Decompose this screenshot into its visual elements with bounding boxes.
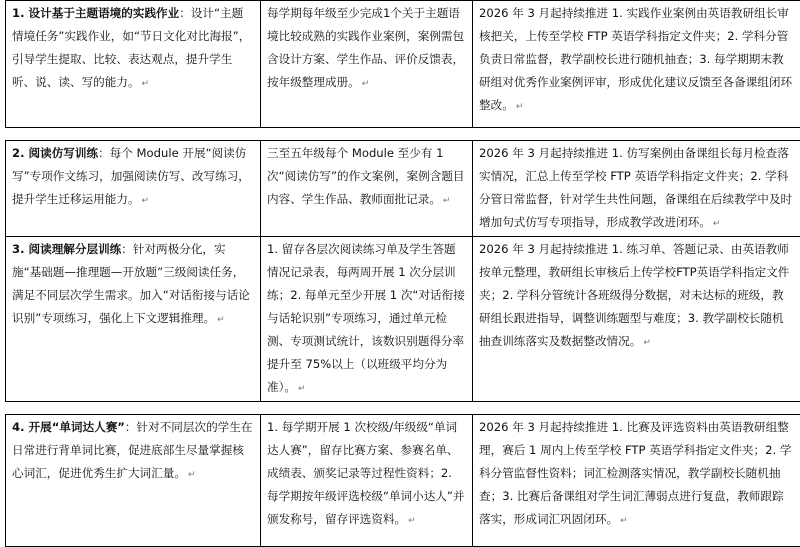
target-cell <box>261 1 473 128</box>
table-row <box>6 1 800 128</box>
target-text: 1. 留存各层次阅读练习单及学生答题情况记录表，每两周开展 1 次分层训练；2. 每单元至少开展 1 次“对话衔接与话轮识别”专项练习，通过单元检测、专项测试统计，该数识别题得分率提升至 75%以上（以班级平均分为准）。 <box>267 242 465 394</box>
table-row <box>6 237 800 402</box>
paragraph-mark-icon: ↵ <box>142 79 150 89</box>
paragraph-mark-icon: ↵ <box>408 516 416 526</box>
paragraph-mark-icon: ↵ <box>620 516 628 526</box>
measure-cell <box>6 141 261 237</box>
paragraph-mark-icon: ↵ <box>188 470 196 480</box>
measure-cell <box>6 237 261 402</box>
measure-cell <box>6 415 261 547</box>
schedule-text: 2026 年 3 月起持续推进 1. 练习单、答题记录、由英语教师按单元整理，教研组长审核后上传学校FTP英语学科指定文件夹；2. 学科分管统计各班级得分数据，对未达标的班级，教研组长跟进指导，调整训练题型与难度；3. 教学副校长随机抽查训练落实及数据整改情况。 <box>479 242 789 348</box>
action-plan-table <box>5 0 800 547</box>
measure-cell <box>6 1 261 128</box>
measure-text: ：设计“主题情境任务”实践作业，如“节日文化对比海报”，引导学生提取、比较、表达观点，提升学生听、说、读、写的能力。 <box>12 6 250 89</box>
measure-text: ：每个 Module 开展“阅读仿写”专项作文练习，加强阅读仿写、改写练习，提升学生迁移运用能力。 <box>12 146 250 206</box>
schedule-cell <box>473 141 800 237</box>
schedule-text: 2026 年 3 月起持续推进 1. 比赛及评选资料由英语教研组整理，赛后 1 周内上传至学校 FTP 英语学科指定文件夹；2. 学科分管监督性资料；词汇检测落实情况，教学副校长随机抽查；3. 比赛后备课组对学生词汇薄弱点进行复盘，教师跟踪落实，形成词汇巩固闭环。 <box>479 420 791 526</box>
measure-title: 2. 阅读仿写训练 <box>12 146 98 160</box>
measure-title: 1. 设计基于主题语境的实践作业 <box>12 6 179 20</box>
target-cell <box>261 237 473 402</box>
paragraph-mark-icon: ↵ <box>643 338 651 348</box>
target-cell <box>261 141 473 237</box>
paragraph-mark-icon: ↵ <box>298 384 306 394</box>
target-text: 1. 每学期开展 1 次校级/年级级“单词达人赛”，留存比赛方案、参赛名单、成绩表、颁奖记录等过程性资料；2. 每学期按年级评选校级“单词小达人”并颁发称号，留存评选资料。 <box>267 420 465 526</box>
schedule-cell <box>473 415 800 547</box>
target-text: 每学期每年级至少完成1个关于主题语境比较成熟的实践作业案例，案例需包含设计方案、学生作品、评价反馈表，按年级整理成册。 <box>267 6 464 89</box>
paragraph-mark-icon: ↵ <box>217 315 225 325</box>
schedule-cell <box>473 237 800 402</box>
row-gap <box>6 402 800 415</box>
table-row <box>6 415 800 547</box>
schedule-cell <box>473 1 800 128</box>
paragraph-mark-icon: ↵ <box>713 219 721 229</box>
table-row <box>6 141 800 237</box>
schedule-text: 2026 年 3 月起持续推进 1. 仿写案例由备课组长每月检查落实情况，汇总上传至学校 FTP 英语学科指定文件夹；2. 学科分管日常监督，针对学生共性问题，备课组在后续教学中及时增加句式仿写专项指导，形成教学改进闭环。 <box>479 146 792 229</box>
target-text: 三至五年级每个 Module 至少有 1 次“阅读仿写”的作文案例，案例含题目内容、学生作品、教师面批记录。 <box>267 146 465 206</box>
paragraph-mark-icon: ↵ <box>516 102 524 112</box>
row-gap <box>6 128 800 141</box>
measure-title: 3. 阅读理解分层训练 <box>12 242 121 256</box>
paragraph-mark-icon: ↵ <box>142 196 150 206</box>
target-cell <box>261 415 473 547</box>
measure-title: 4. 开展“单词达人赛” <box>12 420 125 434</box>
measure-text: ：针对两极分化，实施“基础题—推理题—开放题”三级阅读任务，满足不同层次学生需求。加入“对话衔接与话论识别”专项练习，强化上下文逻辑推理。 <box>12 242 250 325</box>
measure-text: ：针对不同层次的学生在日常进行背单词比赛，促进底部生尽量掌握核心词汇，促进优秀生扩大词汇量。 <box>12 420 252 480</box>
paragraph-mark-icon: ↵ <box>362 79 370 89</box>
paragraph-mark-icon: ↵ <box>443 196 451 206</box>
schedule-text: 2026 年 3 月起持续推进 1. 实践作业案例由英语教研组长审核把关，上传至学校 FTP 英语学科指定文件夹；2. 学科分管负责日常监督，教学副校长进行随机抽查；3. 每学期期末教研组对优秀作业案例评审，形成优化建议反馈至各备课组闭环整改。 <box>479 6 792 112</box>
